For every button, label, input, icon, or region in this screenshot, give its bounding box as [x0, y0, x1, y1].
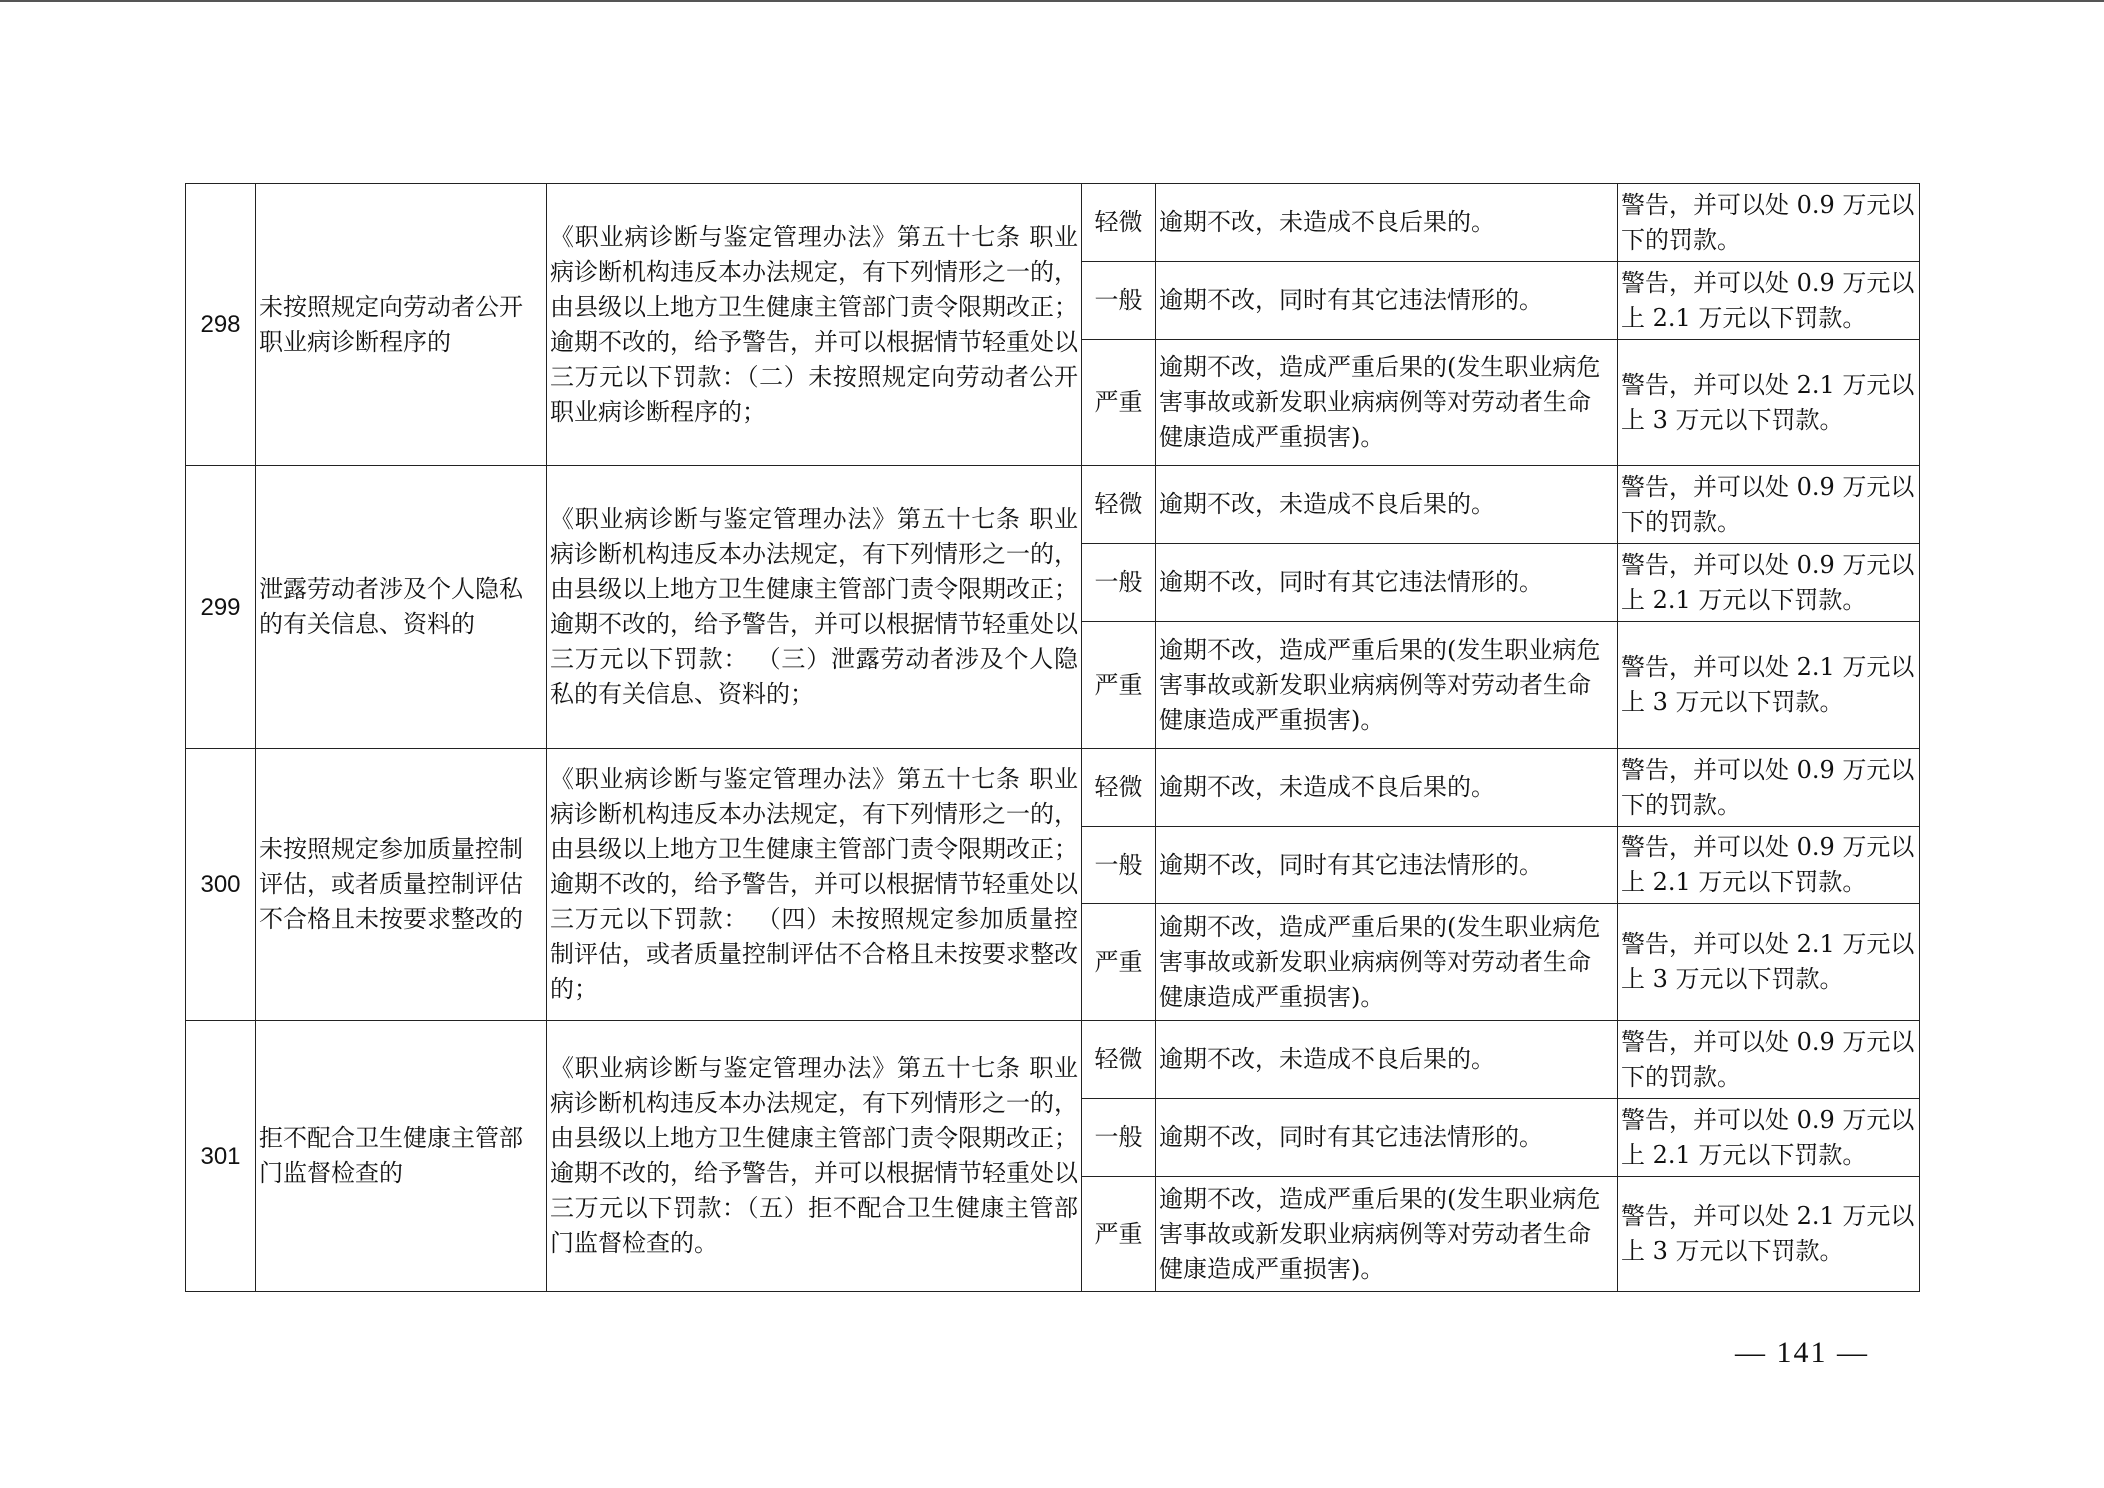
circumstance: 逾期不改，造成严重后果的(发生职业病危害事故或新发职业病病例等对劳动者生命健康造成严重损害)。 [1156, 904, 1618, 1021]
table-row [186, 1021, 1920, 1099]
severity-level: 一般 [1082, 827, 1156, 904]
penalty-standards-table [185, 183, 1920, 1292]
item-number: 300 [186, 749, 256, 1021]
severity-level: 轻微 [1082, 184, 1156, 262]
violation-item: 拒不配合卫生健康主管部门监督检查的 [256, 1021, 547, 1292]
penalty: 警告，并可以处 0.9 万元以上 2.1 万元以下罚款。 [1618, 1099, 1920, 1177]
circumstance: 逾期不改，造成严重后果的(发生职业病危害事故或新发职业病病例等对劳动者生命健康造成严重损害)。 [1156, 622, 1618, 749]
circumstance: 逾期不改，未造成不良后果的。 [1156, 466, 1618, 544]
violation-item: 未按照规定向劳动者公开职业病诊断程序的 [256, 184, 547, 466]
circumstance: 逾期不改，未造成不良后果的。 [1156, 184, 1618, 262]
top-border-line [0, 0, 2104, 2]
violation-item: 未按照规定参加质量控制评估，或者质量控制评估不合格且未按要求整改的 [256, 749, 547, 1021]
penalty: 警告，并可以处 0.9 万元以下的罚款。 [1618, 1021, 1920, 1099]
penalty: 警告，并可以处 0.9 万元以上 2.1 万元以下罚款。 [1618, 262, 1920, 340]
severity-level: 一般 [1082, 544, 1156, 622]
severity-level: 轻微 [1082, 749, 1156, 827]
item-number: 298 [186, 184, 256, 466]
table-row [186, 184, 1920, 262]
table-row [186, 749, 1920, 827]
legal-basis: 《职业病诊断与鉴定管理办法》第五十七条 职业病诊断机构违反本办法规定，有下列情形之一的，由县级以上地方卫生健康主管部门责令限期改正；逾期不改的，给予警告，并可以根据情节轻重处以三万元以下罚款： （三）泄露劳动者涉及个人隐私的有关信息、资料的； [547, 466, 1082, 749]
legal-basis: 《职业病诊断与鉴定管理办法》第五十七条 职业病诊断机构违反本办法规定，有下列情形之一的，由县级以上地方卫生健康主管部门责令限期改正；逾期不改的，给予警告，并可以根据情节轻重处以三万元以下罚款：（二）未按照规定向劳动者公开职业病诊断程序的； [547, 184, 1082, 466]
circumstance: 逾期不改，同时有其它违法情形的。 [1156, 827, 1618, 904]
circumstance: 逾期不改，同时有其它违法情形的。 [1156, 262, 1618, 340]
circumstance: 逾期不改，造成严重后果的(发生职业病危害事故或新发职业病病例等对劳动者生命健康造成严重损害)。 [1156, 1177, 1618, 1292]
severity-level: 轻微 [1082, 1021, 1156, 1099]
legal-basis: 《职业病诊断与鉴定管理办法》第五十七条 职业病诊断机构违反本办法规定，有下列情形之一的，由县级以上地方卫生健康主管部门责令限期改正；逾期不改的，给予警告，并可以根据情节轻重处以三万元以下罚款：（五）拒不配合卫生健康主管部门监督检查的。 [547, 1021, 1082, 1292]
penalty: 警告，并可以处 0.9 万元以下的罚款。 [1618, 466, 1920, 544]
item-number: 299 [186, 466, 256, 749]
penalty: 警告，并可以处 0.9 万元以上 2.1 万元以下罚款。 [1618, 827, 1920, 904]
table-row [186, 466, 1920, 544]
severity-level: 严重 [1082, 1177, 1156, 1292]
violation-item: 泄露劳动者涉及个人隐私的有关信息、资料的 [256, 466, 547, 749]
penalty: 警告，并可以处 2.1 万元以上 3 万元以下罚款。 [1618, 340, 1920, 466]
severity-level: 一般 [1082, 1099, 1156, 1177]
severity-level: 一般 [1082, 262, 1156, 340]
severity-level: 轻微 [1082, 466, 1156, 544]
circumstance: 逾期不改，同时有其它违法情形的。 [1156, 1099, 1618, 1177]
penalty: 警告，并可以处 0.9 万元以下的罚款。 [1618, 749, 1920, 827]
severity-level: 严重 [1082, 904, 1156, 1021]
penalty: 警告，并可以处 0.9 万元以下的罚款。 [1618, 184, 1920, 262]
penalty: 警告，并可以处 2.1 万元以上 3 万元以下罚款。 [1618, 1177, 1920, 1292]
severity-level: 严重 [1082, 622, 1156, 749]
circumstance: 逾期不改，未造成不良后果的。 [1156, 749, 1618, 827]
severity-level: 严重 [1082, 340, 1156, 466]
circumstance: 逾期不改，造成严重后果的(发生职业病危害事故或新发职业病病例等对劳动者生命健康造成严重损害)。 [1156, 340, 1618, 466]
page-number: — 141 — [1735, 1336, 1869, 1369]
penalty: 警告，并可以处 2.1 万元以上 3 万元以下罚款。 [1618, 904, 1920, 1021]
circumstance: 逾期不改，未造成不良后果的。 [1156, 1021, 1618, 1099]
legal-basis: 《职业病诊断与鉴定管理办法》第五十七条 职业病诊断机构违反本办法规定，有下列情形之一的，由县级以上地方卫生健康主管部门责令限期改正；逾期不改的，给予警告，并可以根据情节轻重处以三万元以下罚款： （四）未按照规定参加质量控制评估，或者质量控制评估不合格且未按要求整改的； [547, 749, 1082, 1021]
penalty: 警告，并可以处 2.1 万元以上 3 万元以下罚款。 [1618, 622, 1920, 749]
item-number: 301 [186, 1021, 256, 1292]
penalty: 警告，并可以处 0.9 万元以上 2.1 万元以下罚款。 [1618, 544, 1920, 622]
circumstance: 逾期不改，同时有其它违法情形的。 [1156, 544, 1618, 622]
